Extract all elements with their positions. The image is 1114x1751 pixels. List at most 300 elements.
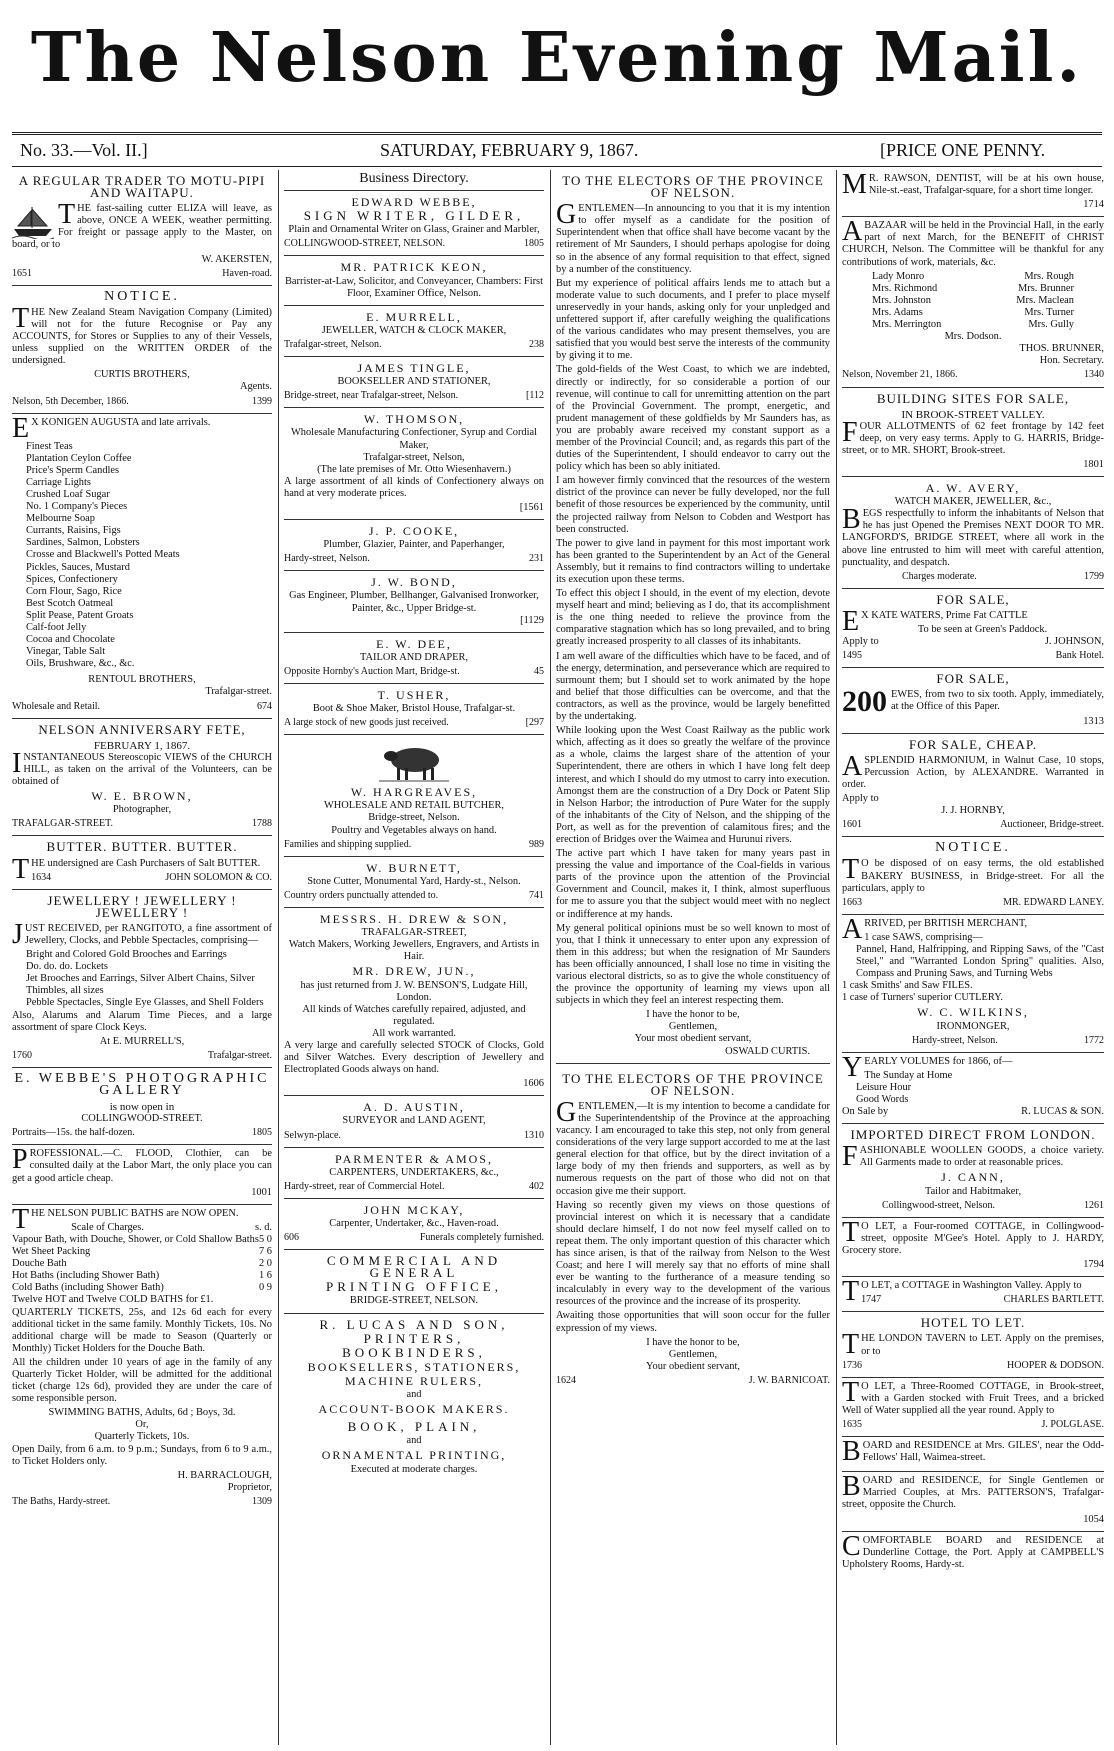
ad-address: Hardy-street, Nelson. — [912, 1034, 998, 1046]
letter-close: Your obedient servant, — [646, 1360, 740, 1372]
ad-name: W. C. WILKINS, — [917, 1005, 1029, 1020]
ad-line: 1 cask Smiths' and Saw FILES. — [842, 980, 973, 992]
ad-body: THE undersigned are Cash Purchasers of Salt BUTTER. — [12, 853, 261, 885]
ad-heading: THE NELSON PUBLIC BATHS are NOW OPEN. — [12, 1203, 239, 1235]
ad-address: Haven-road. — [222, 267, 272, 279]
ad-ref: 1635 — [842, 1418, 862, 1430]
baths-children: All the children under 10 years of age in the family of any Quarterly Ticket Holder, will be admitted for the additional ticket (charge 12s 6d), provided they are under the care of some responsible person. — [12, 1356, 272, 1405]
ad-address: COLLINGWOOD-STREET. — [81, 1113, 203, 1125]
lady-name: Lady Monro — [872, 270, 925, 282]
list-item: Split Pease, Patent Groats — [26, 609, 134, 621]
ad-role: Tailor and Habitmaker, — [924, 1185, 1022, 1197]
ad-body: FASHIONABLE WOOLLEN GOODS, a choice variety. All Garments made to order at reasonable prices. — [842, 1141, 1104, 1173]
ad-ref: 1634 — [31, 871, 52, 883]
masthead — [0, 8, 1114, 108]
ad-subheading: FEBRUARY 1, 1867. — [93, 739, 191, 752]
ship-icon — [12, 205, 54, 239]
ad-ref: 1805 — [252, 1127, 272, 1139]
list-item: Sardines, Salmon, Lobsters — [26, 537, 140, 549]
ad-heading: FOR SALE, — [936, 671, 1010, 687]
ad-ref: 1313 — [1083, 715, 1104, 727]
dir-line: and — [406, 1389, 422, 1401]
lady-name: Mrs. Brunner — [1018, 282, 1074, 294]
ad-heading: E. WEBBE'S PHOTOGRAPHIC GALLERY — [14, 1070, 270, 1098]
letter-heading: TO THE ELECTORS OF THE PROVINCE OF NELSON. — [562, 1070, 824, 1098]
ad-ref: 1747 — [861, 1294, 882, 1306]
column-4 — [842, 170, 1104, 1745]
issue-date: SATURDAY, FEBRUARY 9, 1867. — [380, 140, 639, 160]
ad-bakery — [842, 837, 1104, 914]
dir-desc: Barrister-at-Law, Solicitor, and Conveyancer, Chambers: First Floor, Examiner Office, Nelson. — [285, 275, 543, 299]
dir-line: BOOKBINDERS, — [342, 1344, 486, 1360]
lady-name: Mrs. Merrington — [872, 319, 942, 331]
masthead-title: The Nelson Evening Mail. — [30, 18, 1084, 98]
dir-name: R. LUCAS AND SON, — [319, 1316, 509, 1332]
baths-s: 7 — [258, 1246, 265, 1258]
ad-ref: 1772 — [1084, 1034, 1104, 1046]
letter-paragraph: My general political opinions must be so well known to most of you, that I think it unnecessary to enter upon any expression of them in this address; but when the resignation of Mr Saunders has been officially announced, I shall lose no time in visiting the various electoral districts, so as to give the whole constituency of the province the opportunity of learning my views upon all subjects in which they feel an interest respecting them. — [556, 922, 830, 1007]
ad-lead: YEARLY VOLUMES for 1866, of— — [842, 1051, 1013, 1083]
baths-d: 0 — [266, 1233, 272, 1245]
baths-item: Cold Baths (including Shower Bath) — [12, 1282, 164, 1294]
ad-hotel — [842, 1312, 1104, 1377]
ad-ref: 1399 — [252, 395, 272, 407]
letter-paragraph: Having so recently given my views on those questions of provincial interest on which it is necessary that a candidate should declare himself, I do not now feel myself called on to repeat them. The only important question of this character which has since arisen, is that of the railway from Nelson to the West Coast; and here I will merely say that no efforts of mine shall ever be wanting to the furtherance of a measure tending so incalculably in every way to the development of the various resources of the province and the increase of its prosperity. — [556, 1199, 830, 1308]
dir-name: J. W. BOND, — [371, 575, 457, 590]
ad-augusta — [12, 414, 272, 719]
letter-heading: TO THE ELECTORS OF THE PROVINCE OF NELSON. — [562, 173, 824, 201]
dir-trade: Carpenter, Undertaker, &c., Haven-road. — [329, 1218, 499, 1229]
baths-d: 6 — [266, 1270, 272, 1282]
list-item: The Sunday at Home — [864, 1069, 953, 1081]
letter-paragraph: The power to give land in payment for this most important work has been granted to the Superintendent by an Act of the General Assembly, but it remains to find contractors willing to undertake its execution upon these terms. — [556, 537, 830, 585]
dir-printing — [284, 1250, 544, 1313]
ad-ref: 674 — [257, 700, 272, 712]
dir-name: MR. PATRICK KEON, — [340, 260, 488, 275]
ad-body: BOARD and RESIDENCE, for Single Gentlemen or Married Couples, at Mrs. PATTERSON'S, Trafalgar-street, opposite the Church. — [842, 1471, 1104, 1511]
dir-name: PARMENTER & AMOS, — [335, 1151, 493, 1166]
column-divider — [278, 170, 279, 1745]
list-item: Bright and Colored Gold Brooches and Earrings — [26, 949, 227, 961]
ad-subheading: is now open in — [109, 1101, 175, 1114]
ad-line: 1 case of Turners' superior CUTLERY. — [842, 992, 1003, 1004]
list-item: Crosse and Blackwell's Potted Meats — [26, 549, 180, 561]
dir-austin — [284, 1096, 544, 1147]
dir-address: Bridge-street, near Trafalgar-street, Nelson. — [284, 390, 459, 402]
dir-footer: Executed at moderate charges. — [350, 1463, 478, 1475]
baths-item: Douche Bath — [12, 1258, 67, 1270]
ad-body: TO LET, a COTTAGE in Washington Valley. Apply to — [842, 1276, 1082, 1308]
dir-dee — [284, 633, 544, 684]
ad-body: THE LONDON TAVERN to LET. Apply on the premises, or to — [842, 1329, 1104, 1361]
list-item: Good Words — [856, 1094, 909, 1105]
dir-burnett — [284, 857, 544, 908]
dir-ref: 45 — [534, 665, 544, 677]
ad-lead: EX KONIGEN AUGUSTA and late arrivals. — [12, 412, 211, 444]
dir-line: BOOKSELLERS, STATIONERS, — [307, 1359, 521, 1374]
ad-body: TO LET, a Four-roomed COTTAGE, in Collingwood-street, opposite M'Gee's Hotel. Apply to J. HARDY, Grocery store. — [842, 1216, 1104, 1256]
ad-trader — [12, 170, 272, 286]
ad-flood — [12, 1145, 272, 1204]
ad-sites — [842, 388, 1104, 478]
baths-d: 6 — [266, 1246, 272, 1258]
ad-ref: 1788 — [252, 818, 272, 830]
dir-desc: All kinds of Watches carefully repaired, adjusted, and regulated. — [302, 1003, 526, 1027]
ad-body: JUST RECEIVED, per RANGITOTO, a fine assortment of Jewellery, Clocks, and Pebble Spectacles, comprising— — [12, 918, 272, 950]
baths-twelve: Twelve HOT and Twelve COLD BATHS for £1. — [12, 1294, 214, 1306]
ad-giles — [842, 1437, 1104, 1472]
ad-signature: J. POLGLASE. — [1041, 1418, 1104, 1430]
ad-heading: FOR SALE, — [936, 591, 1010, 607]
dir-desc: Families and shipping supplied. — [284, 838, 412, 850]
dir-trade: SIGN WRITER, GILDER, — [303, 208, 525, 224]
dir-name: E. MURRELL, — [366, 309, 462, 324]
list-item: Jet Brooches and Earrings, Silver Albert Chains, Silver Thimbles, all sizes — [26, 973, 255, 997]
dir-line: MACHINE RULERS, — [344, 1373, 483, 1388]
dir-line: PRINTERS, — [363, 1330, 465, 1346]
baths-sd: s. d. — [254, 1221, 272, 1233]
ad-ref: 1495 — [842, 650, 862, 662]
dir-name: JOHN MCKAY, — [363, 1202, 465, 1217]
dir-thomson — [284, 408, 544, 520]
issue-price: [PRICE ONE PENNY. — [880, 140, 1046, 160]
ad-address: Collingwood-street, Nelson. — [882, 1199, 996, 1211]
dir-ref: 1310 — [524, 1129, 544, 1141]
ad-brook — [842, 1378, 1104, 1437]
list-item: Melbourne Soap — [26, 513, 95, 525]
dir-trade: JEWELLER, WATCH & CLOCK MAKER, — [321, 324, 507, 336]
ad-date: Nelson, 5th December, 1866. — [12, 395, 129, 407]
baths-s: 5 — [258, 1233, 265, 1245]
ad-trade: WATCH MAKER, JEWELLER, &c., — [894, 496, 1052, 508]
letter-paragraph: While looking upon the West Coast Railway as the public work which, affecting as it does so greatly the welfare of the province as a whole, claims the largest share of the attention of your Superintendent, there are others in which I have long felt deep interest, and which I should do my utmost to carry into execution. Amongst them are the construction of a Dry Dock or Patent Slip in Nelson Harbor; the introduction of Pure Water for the supply of the inhabitants of the City of Nelson, and the shipping of the Port, as well as for the prevention of calamitous fires; and the erection of Bridges over the Waimea and Hurunui rivers. — [556, 725, 830, 845]
ad-ref: 1736 — [842, 1359, 862, 1371]
ad-rawson — [842, 170, 1104, 217]
ad-lead: ARRIVED, per BRITISH MERCHANT, — [842, 913, 1028, 945]
dir-desc: Funerals completely furnished. — [419, 1232, 544, 1244]
dir-address: Trafalgar-street, Nelson, — [363, 451, 465, 463]
dir-desc: Poultry and Vegetables always on hand. — [331, 824, 497, 836]
directory-header — [284, 170, 544, 191]
dir-address: Selwyn-place. — [284, 1129, 341, 1141]
ad-ref: 1760 — [12, 1049, 32, 1061]
dir-address: Hardy-street, Nelson. — [284, 553, 370, 565]
dir-ref: 402 — [529, 1180, 544, 1192]
lady-name: Mrs. Turner — [1024, 306, 1074, 318]
letter-curtis — [556, 170, 830, 1064]
dir-trade: BOOKSELLER AND STATIONER, — [337, 376, 491, 388]
baths-s: 1 — [258, 1270, 265, 1282]
ad-ref: 1001 — [251, 1186, 272, 1198]
list-item: Best Scotch Oatmeal — [26, 597, 114, 609]
ad-name: J. CANN, — [941, 1170, 1005, 1185]
baths-item: Vapour Bath, with Douche, Shower, or Cold Shallow Baths — [12, 1233, 259, 1245]
ad-body: FOUR ALLOTMENTS of 62 feet frontage by 142 feet deep, on very easy terms. Apply to G. HARRIS, Bridge-street, or to MR. SHORT, Brook-street. — [842, 416, 1104, 456]
dir-line: ACCOUNT-BOOK MAKERS. — [318, 1402, 510, 1417]
ad-webbe-gallery — [12, 1068, 272, 1145]
dir-name: MR. DREW, JUN., — [352, 964, 476, 979]
dir-name: T. USHER, — [377, 688, 451, 702]
ad-signature: THOS. BRUNNER, — [1019, 343, 1104, 355]
letter-paragraph: GENTLEMEN,—It is my intention to become a candidate for the Superintendentship of the Province at the approaching vacancy. I am encouraged to take this step, not only from general considerations of the very large support accorded to me at the last general election for that office, but by the direct invitation of a large body of my then friends and supporters, as well as by numerous requests on the part of those who did not on that occasion give me their support. — [556, 1096, 830, 1197]
ad-heading: FOR SALE, CHEAP. — [909, 736, 1037, 752]
dir-ref: 1805 — [524, 238, 544, 250]
ad-heading: BUILDING SITES FOR SALE, — [876, 390, 1070, 406]
dir-desc: All work warranted. — [372, 1027, 456, 1039]
ad-signature: W. E. BROWN, — [91, 789, 193, 804]
ad-body: TO LET, a Three-Roomed COTTAGE, in Brook-street, with a Garden stocked with Fruit Trees, and a bricked Well of Water supplied all the year round. Apply to — [842, 1376, 1104, 1416]
dir-line: ORNAMENTAL PRINTING, — [321, 1448, 507, 1463]
list-item: Corn Flour, Sago, Rice — [26, 585, 122, 597]
ad-jewellery — [12, 890, 272, 1068]
baths-s: 2 — [258, 1258, 265, 1270]
ad-ref: 1054 — [1083, 1513, 1104, 1525]
dir-address: BRIDGE-STREET, NELSON. — [349, 1295, 479, 1307]
baths-s: 0 — [258, 1282, 265, 1294]
ad-bazaar — [842, 217, 1104, 387]
ad-body: EX KATE WATERS, Prime Fat CATTLE — [842, 605, 1028, 637]
list-item: Calf-foot Jelly — [26, 622, 87, 633]
dir-trade: Gas Engineer, Plumber, Bellhanger, Galvanised Ironworker, Painter, &c., Upper Bridge-st. — [289, 590, 539, 614]
ad-body: TO be disposed of on easy terms, the old established BAKERY BUSINESS, in Bridge-street. For all the particulars, apply to — [842, 854, 1104, 894]
ad-role: Hon. Secretary. — [1039, 355, 1104, 367]
column-1 — [12, 170, 272, 1745]
dir-keon — [284, 256, 544, 305]
ad-cottage — [842, 1218, 1104, 1277]
dir-name: J. P. COOKE, — [368, 524, 460, 539]
dir-ref: [112 — [526, 390, 544, 402]
ad-body: PROFESSIONAL.—C. FLOOD, Clothier, can be consulted daily at the Labor Mart, the only place you can get a good article cheap. — [12, 1144, 272, 1184]
letter-paragraph: GENTLEMEN—In announcing to you that it is my intention to offer myself as a candidate for the position of Superintendent when that office shall have become vacant by the retirement of Mr Saunders, I should perhaps apologise for doing so in the absence of any formal requisition to that effect, signed by a number of the constituency. — [556, 199, 830, 275]
ad-desc: To be seen at Green's Paddock. — [917, 624, 1048, 635]
ad-signature: J. JOHNSON, — [1044, 636, 1104, 648]
ad-footer: Charges moderate. — [902, 570, 977, 582]
letter-ref: 1624 — [556, 1374, 576, 1386]
dir-tingle — [284, 357, 544, 408]
dir-trade: Wholesale Manufacturing Confectioner, Syrup and Cordial Maker, — [290, 427, 537, 451]
dir-desc: A large assortment of all kinds of Confectionery always on hand at very moderate prices. — [284, 475, 544, 499]
dir-trade: TAILOR AND DRAPER, — [360, 651, 468, 663]
letter-paragraph: The gold-fields of the West Coast, to which we are indebted, directly or indirectly, for so considerable a portion of our revenue, will continue to call for unremitting attention on the part of the Provincial Government. The prompt, energetic, and prudent management of these goldfields by Mr Saunders has, as you are probably aware received my constant support as a member of the Provincial Council; and, as regards this part of the duties of the Superintendent, I should endeavor to carry out the policy which has been so ably initiated. — [556, 364, 830, 473]
letter-close: I have the honor to be, — [646, 1336, 740, 1348]
masthead-rule — [12, 132, 1102, 135]
ad-cattle — [842, 589, 1104, 668]
baths-item: Hot Baths (including Shower Bath) — [12, 1270, 160, 1282]
letter-paragraph: Awaiting those opportunities that will soon occur for the fuller expression of my views. — [556, 1310, 830, 1334]
ad-heading: IMPORTED DIRECT FROM LONDON. — [850, 1127, 1096, 1143]
list-item: Pickles, Sauces, Mustard — [26, 561, 130, 573]
dir-name: A. D. AUSTIN, — [363, 1100, 465, 1115]
list-item: Crushed Loaf Sugar — [26, 488, 110, 500]
ad-ref: 1794 — [1083, 1259, 1104, 1271]
dir-hargreaves — [284, 735, 544, 856]
column-3 — [556, 170, 830, 1745]
dir-name: W. BURNETT, — [366, 860, 462, 875]
ad-signature: RENTOUL BROTHERS, — [88, 674, 196, 686]
ad-heading: BUTTER. BUTTER. BUTTER. — [46, 839, 238, 855]
lady-name: Mrs. Richmond — [872, 282, 938, 294]
ad-address: Trafalgar-street. — [205, 686, 272, 698]
ad-body: EWES, from two to six tooth. Apply, immediately, at the Office of this Paper. — [891, 689, 1104, 713]
baths-swimming: SWIMMING BATHS, Adults, 6d ; Boys, 3d. — [48, 1407, 236, 1419]
lady-name: Mrs. Johnston — [872, 294, 931, 306]
ad-body: INSTANTANEOUS Stereoscopic VIEWS of the CHURCH HILL, as taken on the arrival of the Volunteers, can be obtained of — [12, 747, 272, 788]
ad-ref: 1801 — [1083, 458, 1104, 470]
column-divider — [836, 170, 837, 1745]
ad-dunderline — [842, 1532, 1104, 1578]
dir-desc: A very large and carefully selected STOCK of Clocks, Gold and Silver Watches. Every description of Jewellery and Electroplated Goods always on hand. — [284, 1039, 544, 1076]
dir-address: Bridge-street, Nelson. — [368, 812, 460, 824]
ad-address: TRAFALGAR-STREET. — [12, 818, 114, 830]
list-item: Finest Teas — [26, 440, 73, 452]
dir-mckay — [284, 1199, 544, 1250]
lady-name: Mrs. Dodson. — [944, 331, 1002, 343]
issue-number: No. 33.—Vol. II.] — [20, 140, 148, 160]
ad-footer: Wholesale and Retail. — [12, 700, 101, 712]
list-item: Leisure Hour — [856, 1081, 912, 1093]
baths-d: 0 — [266, 1258, 272, 1270]
ad-fete — [12, 719, 272, 837]
dir-trade: Plumber, Glazier, Painter, and Paperhanger, — [323, 539, 505, 551]
dir-ref: 238 — [529, 338, 544, 350]
ad-signature: HOOPER & DODSON. — [1007, 1359, 1104, 1371]
ad-baths — [12, 1205, 272, 1513]
ad-line: 1 case SAWS, comprising— — [864, 931, 983, 943]
ad-apply: Apply to — [842, 636, 879, 648]
ad-patterson — [842, 1472, 1104, 1531]
directory-title: Business Directory. — [359, 171, 469, 186]
lady-name: Mrs. Maclean — [1016, 294, 1074, 306]
list-item: Spices, Confectionery — [26, 573, 118, 585]
ad-body: MR. RAWSON, DENTIST, will be at his own house, Nile-st.-east, Trafalgar-square, for a short time longer. — [842, 170, 1104, 200]
list-item: Do. do. do. Lockets — [26, 961, 108, 973]
dir-murrell — [284, 306, 544, 357]
list-item: Carriage Lights — [26, 476, 91, 488]
list-item: Oils, Brushware, &c., &c. — [26, 658, 135, 670]
ad-date: Nelson, November 21, 1866. — [842, 369, 958, 381]
ad-cann — [842, 1124, 1104, 1218]
dir-trade: Stone Cutter, Monumental Yard, Hardy-st., Nelson. — [307, 875, 521, 887]
letter-paragraph: But my experience of political affairs lends me to attach but a moderate value to such documents, and I prefer to place myself unreservedly in your hands, asking only for your unpledged and unfettered support if, after carefully weighing the qualifications of the various candidates who may present themselves, you are satisfied that you would best serve the interests of the community by giving it to me. — [556, 277, 830, 362]
dir-parmenter — [284, 1148, 544, 1199]
ad-signature: JOHN SOLOMON & CO. — [165, 871, 272, 883]
letter-signature: OSWALD CURTIS. — [725, 1045, 810, 1057]
ad-yearly — [842, 1053, 1104, 1124]
dir-name: JAMES TINGLE, — [357, 361, 471, 376]
ad-apply: Apply to — [842, 793, 879, 805]
dir-name: PRINTING OFFICE, — [326, 1279, 502, 1295]
baths-or: Or, — [135, 1419, 149, 1431]
lady-name: Mrs. Gully — [1028, 319, 1074, 331]
ad-role: IRONMONGER, — [936, 1020, 1010, 1032]
ewes-count: 200 — [842, 685, 887, 719]
dir-webbe — [284, 191, 544, 256]
ad-signature: J. J. HORNBY, — [941, 805, 1005, 817]
dateline-rule — [12, 166, 1102, 167]
dir-name: W. THOMSON, — [363, 412, 465, 427]
baths-scale: Scale of Charges. — [71, 1221, 144, 1233]
ad-body: ABAZAAR will be held in the Provincial Hall, in the early part of next March, for the BENEFIT of CHRIST CHURCH, Nelson. The Committee will be thankful for any contributions of work, materials, &c. — [842, 216, 1104, 268]
sheep-icon — [379, 742, 449, 782]
dir-desc: A large stock of new goods just received. — [284, 717, 449, 729]
ad-ref: 1651 — [12, 267, 32, 279]
letter-barnicoat — [556, 1064, 830, 1392]
dir-ref: 1606 — [523, 1078, 544, 1090]
ad-heading: HOTEL TO LET. — [920, 1315, 1026, 1331]
dir-address: Trafalgar-street, Nelson. — [284, 338, 382, 350]
letter-close: Gentlemen, — [668, 1021, 718, 1033]
ad-ref: 1714 — [1083, 199, 1104, 211]
ad-line: Pannel, Hand, Halfripping, and Ripping Saws, of the "Cast Steel," and "Warranted London Spring" qualities. Also, Compass and Pruning Saws, and Turning Webs — [856, 943, 1104, 980]
dateline — [0, 140, 1114, 164]
ad-body: BOARD and RESIDENCE at Mrs. GILES', near the Odd-Fellows' Hall, Waimea-street. — [842, 1436, 1104, 1468]
ad-address: Trafalgar-street. — [207, 1049, 272, 1061]
ad-body: THE fast-sailing cutter ELIZA will leave, as above, ONCE A WEEK, weather permitting. For freight or passage apply to the Master, on board, or to — [12, 199, 272, 251]
list-item: Price's Sperm Candles — [26, 464, 120, 476]
ad-ref: 1663 — [842, 896, 862, 908]
dir-name: E. W. DEE, — [376, 636, 452, 651]
ad-notice-steam — [12, 286, 272, 414]
ad-role: Proprietor, — [227, 1481, 272, 1493]
ad-footer: Portraits—15s. the half-dozen. — [12, 1127, 135, 1139]
dir-usher — [284, 684, 544, 735]
dir-trade: CARPENTERS, UNDERTAKERS, &c., — [329, 1166, 499, 1178]
dir-desc: Plain and Ornamental Writer on Glass, Grainer and Marbler, — [288, 224, 540, 236]
letter-paragraph: I am however firmly convinced that the resources of the western district of the province can never be fully developed, nor the full benefit of those resources be experienced by the community, until the projected railway from Nelson to Cobden and Westport has been constructed. — [556, 475, 830, 535]
ad-harmonium — [842, 734, 1104, 838]
baths-quarterly: QUARTERLY TICKETS, 25s, and 12s 6d each for every additional ticket in the same family. Monthly Tickets, 10s. No additional charge will be made to Season (Quarterly or Monthly) Ticket Holders for the Douche Bath. — [12, 1306, 272, 1354]
ad-washington — [842, 1277, 1104, 1312]
baths-item: Wet Sheet Packing — [12, 1246, 91, 1258]
dir-ref: [1129 — [520, 614, 544, 626]
dir-line: and — [406, 1435, 422, 1447]
dir-address: COLLINGWOOD-STREET, NELSON. — [284, 238, 446, 250]
dir-desc: Country orders punctually attended to. — [284, 889, 439, 901]
ad-address: Bank Hotel. — [1055, 650, 1104, 662]
ad-signature: CHARLES BARTLETT. — [1003, 1294, 1104, 1306]
column-2 — [284, 170, 544, 1745]
ad-heading: A REGULAR TRADER TO MOTU-PIPI AND WAITAPU. — [18, 173, 266, 201]
letter-paragraph: To effect this object I should, in the event of my election, devote myself heart and mind; believing as I do, that its accomplishment is the one thing needed to relieve the province from the comparative stagnation which has so long prevailed, and to bring greatly increased prosperity to all classes of its inhabitants. — [556, 588, 830, 648]
ad-extra: Also, Alarums and Alarum Time Pieces, and a large assortment of spare Clock Keys. — [12, 1009, 272, 1033]
ad-ref: 1340 — [1084, 369, 1104, 381]
dir-address: Opposite Hornby's Auction Mart, Bridge-st. — [284, 665, 460, 677]
ad-ref: 1261 — [1084, 1199, 1104, 1211]
dir-bond — [284, 571, 544, 632]
ad-signature: R. LUCAS & SON. — [1021, 1106, 1104, 1118]
ad-apply: On Sale by — [842, 1106, 889, 1118]
list-item: No. 1 Company's Pieces — [26, 501, 128, 513]
ad-role: Agents. — [239, 381, 272, 393]
dir-ref: [1561 — [519, 501, 544, 513]
dir-drew — [284, 908, 544, 1096]
column-divider — [550, 170, 551, 1745]
letter-paragraph: The active part which I have taken for many years past in pressing the value and importance of the Coal-fields in various parts of the province upon the attention of the Provincial Government and Council, makes it, I think, almost superfluous for me to assure you that the subject would meet with no neglect or indifference at my hands. — [556, 848, 830, 920]
ad-butter — [12, 836, 272, 889]
ad-role: Auctioneer, Bridge-street. — [1000, 819, 1104, 831]
dir-ref: 741 — [529, 889, 544, 901]
lady-name: Mrs. Rough — [1024, 270, 1074, 282]
dir-name: MESSRS. H. DREW & SON, — [319, 912, 509, 927]
dir-address: TRAFALGAR-STREET, — [361, 927, 467, 939]
list-item: Pebble Spectacles, Single Eye Glasses, and Shell Folders — [26, 997, 264, 1009]
dir-ref: 989 — [529, 838, 544, 850]
letter-close: Gentlemen, — [668, 1348, 718, 1360]
letter-signature: J. W. BARNICOAT. — [748, 1374, 830, 1386]
ad-ref: 1601 — [842, 819, 862, 831]
dir-line: BOOK, PLAIN, — [347, 1419, 481, 1435]
dir-name: EDWARD WEBBE, — [351, 195, 477, 210]
